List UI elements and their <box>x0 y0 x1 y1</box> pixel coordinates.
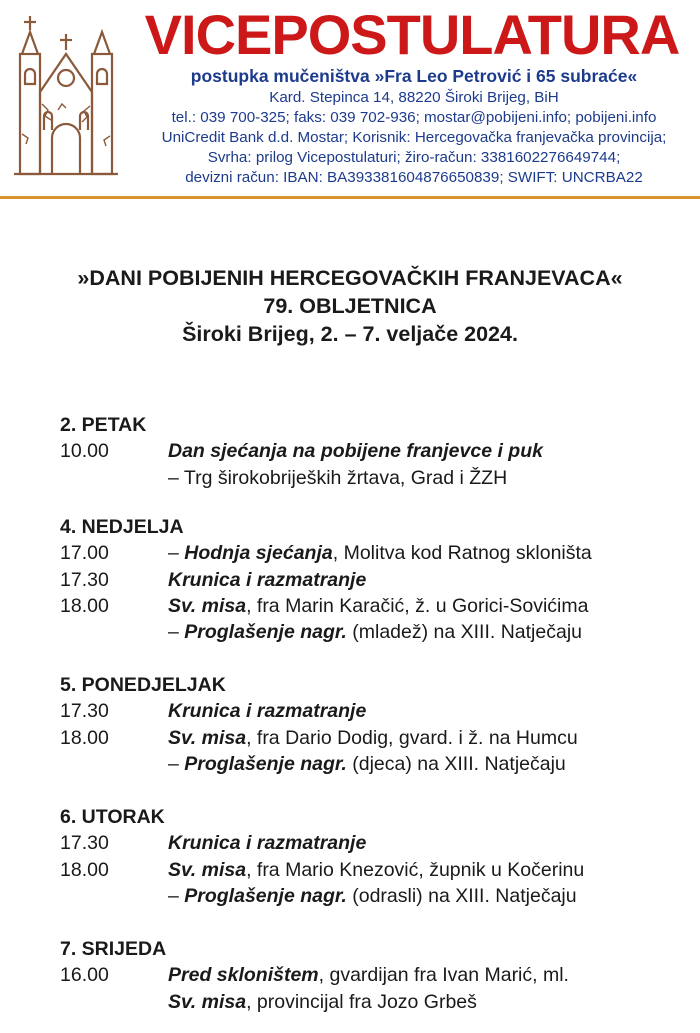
schedule-event-name: Sv. misa <box>168 594 247 617</box>
schedule-time: 17.30 <box>60 568 109 591</box>
day-heading: 2. PETAK <box>60 414 147 436</box>
schedule-time: 10.00 <box>60 440 109 463</box>
day-heading: 5. PONEDJELJAK <box>60 674 226 696</box>
letterhead-iban: devizni račun: IBAN: BA393381604876650839; SWIFT: UNCRBA22 <box>185 169 643 186</box>
schedule-event-name: Hodnja sjećanja <box>184 542 333 565</box>
schedule-description: – Proglašenje nagr. (djeca) na XIII. Natječaju <box>168 752 566 775</box>
event-anniversary: 79. OBLJETNICA <box>263 294 437 318</box>
schedule-description: Sv. misa, fra Mario Knezović, župnik u Kočerinu <box>168 858 585 881</box>
header-divider <box>0 196 700 199</box>
schedule-description: Sv. misa, fra Marin Karačić, ž. u Gorici-Sovićima <box>168 594 589 617</box>
day-heading: 7. SRIJEDA <box>60 938 167 960</box>
schedule-time: 18.00 <box>60 858 109 881</box>
schedule-event-name: Krunica i razmatranje <box>168 700 367 723</box>
schedule-event-name: Proglašenje nagr. <box>184 621 347 644</box>
schedule-event-name: Pred skloništem <box>168 964 319 987</box>
schedule-description: Sv. misa, fra Dario Dodig, gvard. i ž. na Humcu <box>168 726 578 749</box>
schedule-time: 17.30 <box>60 832 109 855</box>
schedule-time: 17.00 <box>60 542 109 565</box>
schedule-description: Pred skloništem, gvardijan fra Ivan Marić, ml. <box>168 964 569 987</box>
letterhead-title: VICEPOSTULATURA <box>144 3 680 66</box>
schedule-description: – Trg širokobrijeških žrtava, Grad i ŽZH <box>168 466 508 489</box>
letterhead <box>0 0 700 200</box>
schedule-time: 18.00 <box>60 594 109 617</box>
schedule-event-name: Krunica i razmatranje <box>168 832 367 855</box>
schedule-description: – Proglašenje nagr. (odrasli) na XIII. Natječaju <box>168 884 577 907</box>
schedule-description <box>168 830 366 856</box>
letterhead-contacts: tel.: 039 700-325; faks: 039 702-936; mostar@pobijeni.info; pobijeni.info <box>171 109 657 126</box>
event-date-place: Široki Brijeg, 2. – 7. veljače 2024. <box>182 322 518 346</box>
day-heading: 6. UTORAK <box>60 806 165 828</box>
schedule-description: – Hodnja sjećanja, Molitva kod Ratnog skloništa <box>168 542 592 565</box>
schedule-description <box>168 698 366 724</box>
letterhead-bank: UniCredit Bank d.d. Mostar; Korisnik: Hercegovačka franjevačka provincija; <box>161 129 667 146</box>
event-title: »DANI POBIJENIH HERCEGOVAČKIH FRANJEVACA« <box>77 266 623 290</box>
schedule-description: Sv. misa, provincijal fra Jozo Grbeš <box>168 990 477 1013</box>
schedule-event-name: Sv. misa <box>168 726 247 749</box>
schedule-description <box>168 567 366 593</box>
schedule-event-name: Proglašenje nagr. <box>184 752 347 775</box>
schedule-event-name: Sv. misa <box>168 858 247 881</box>
church-logo-icon <box>10 14 122 178</box>
day-heading: 4. NEDJELJA <box>60 516 184 538</box>
letterhead-subtitle: postupka mučeništva »Fra Leo Petrović i 65 subraće« <box>190 66 638 86</box>
letterhead-address: Kard. Stepinca 14, 88220 Široki Brijeg, BiH <box>269 89 559 106</box>
schedule-time: 18.00 <box>60 726 109 749</box>
schedule-event-name: Krunica i razmatranje <box>168 568 367 591</box>
schedule-event-name: Sv. misa <box>168 990 247 1013</box>
schedule-event-name: Dan sjećanja na pobijene franjevce i puk <box>168 440 543 463</box>
schedule-description <box>168 438 543 464</box>
schedule-description: – Proglašenje nagr. (mladež) na XIII. Natječaju <box>168 621 583 644</box>
letterhead-account: Svrha: prilog Vicepostulaturi; žiro-račun: 3381602276649744; <box>207 149 621 166</box>
schedule-event-name: Proglašenje nagr. <box>184 884 347 907</box>
schedule-time: 16.00 <box>60 964 109 987</box>
schedule-time: 17.30 <box>60 700 109 723</box>
